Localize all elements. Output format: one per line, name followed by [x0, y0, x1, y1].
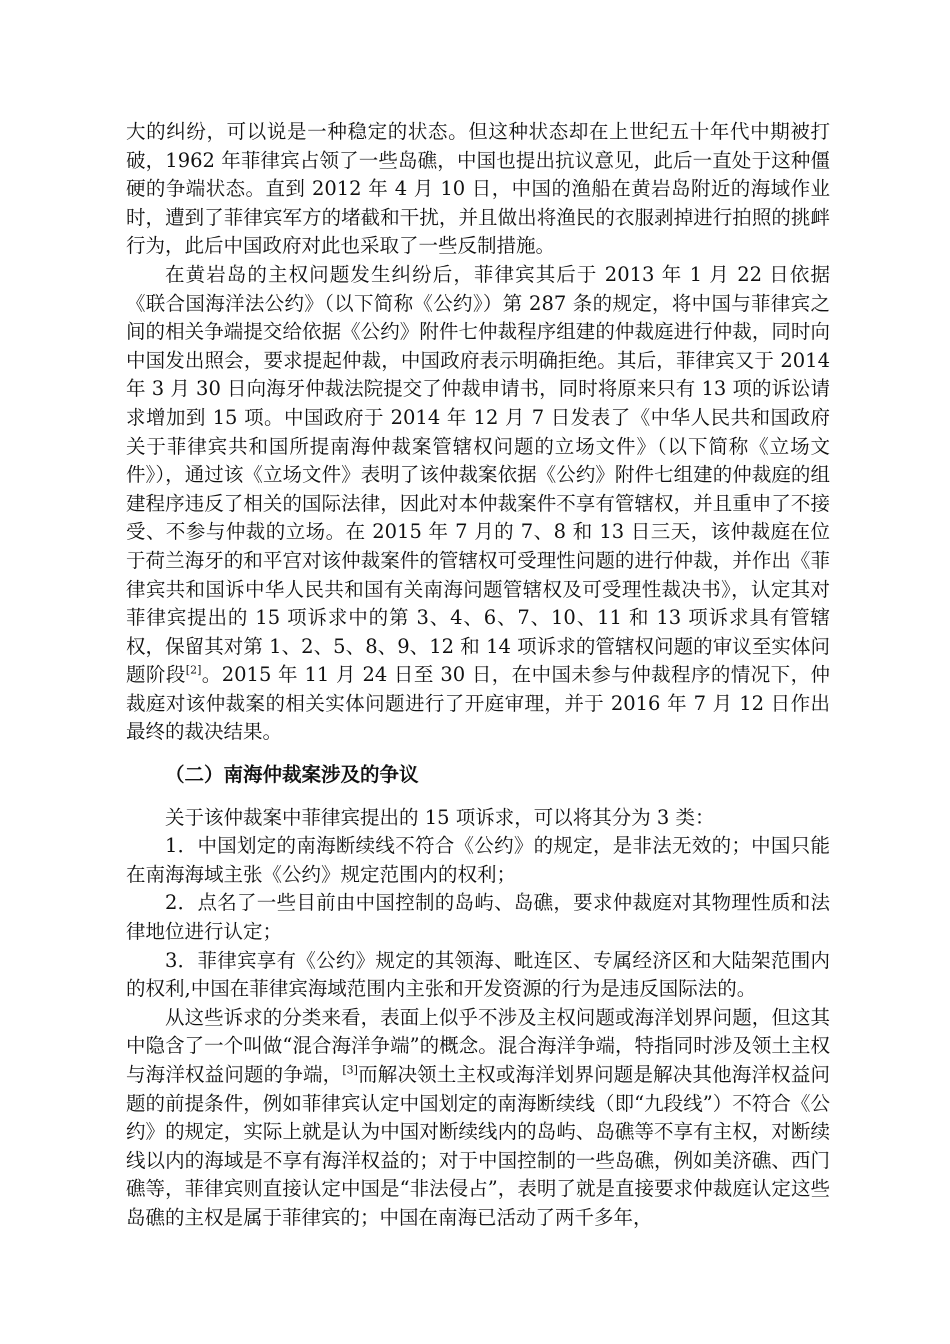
paragraph-arbitration-process-text-a: 在黄岩岛的主权问题发生纠纷后，菲律宾其后于 2013 年 1 月 22 日依据《联合国海洋法公约》（以下简称《公约》）第 287 条的规定，将中国与菲律宾之间的相关争端提交给依据《公约》附件七仲裁程序组建的仲裁庭进行仲裁，同时向中国发出照会，要求提起仲裁，中国政府表示明确拒绝。其后，菲律宾又于 2014 年 3 月 30 日向海牙仲裁法院提交了仲裁申请书，同时将原来只有 13 项的诉讼请求增加到 15 项。中国政府于 2014 年 12 月 7 日发表了《中华人民共和国政府关于菲律宾共和国所提南海仲裁案管辖权问题的立场文件》（以下简称《立场文件》），通过该《立场文件》表明了该仲裁案依据《公约》附件七组建的仲裁庭的组建程序违反了相关的国际法律，因此对本仲裁案件不享有管辖权，并且重申了不接受、不参与仲裁的立场。在 2015 年 7 月的 7、8 和 13 日三天，该仲裁庭在位于荷兰海牙的和平宫对该仲裁案件的管辖权可受理性问题的进行仲裁，并作出《菲律宾共和国诉中华人民共和国有关南海问题管辖权及可受理性裁决书》，认定其对菲律宾提出的 15 项诉求中的第 3、4、6、7、10、11 和 13 项诉求具有管辖权，保留其对第 1、2、5、8、9、12 和 14 项诉求的管辖权问题的审议至实体问题阶段 — [126, 262, 830, 687]
list-item-claim-3: 3．菲律宾享有《公约》规定的其领海、毗连区、专属经济区和大陆架范围内的权利,中国在菲律宾海域范围内主张和开发资源的行为是违反国际法的。 — [126, 948, 830, 1001]
paragraph-mixed-dispute-text-a: 从这些诉求的分类来看，表面上似乎不涉及主权问题或海洋划界问题，但这其中隐含了一个叫做“混合海洋争端”的概念。混合海洋争端，特指同时涉及领土主权与海洋权益问题的争端， — [126, 1005, 830, 1086]
citation-3: [3] — [342, 1063, 358, 1077]
list-item-claim-2: 2．点名了一些目前由中国控制的岛屿、岛礁，要求仲裁庭对其物理性质和法律地位进行认定； — [126, 891, 830, 944]
citation-2: [2] — [185, 663, 202, 677]
document-page — [126, 118, 830, 1233]
paragraph-mixed-dispute — [126, 1004, 830, 1233]
paragraph-arbitration-process — [126, 261, 830, 747]
paragraph-dispute-history: 大的纠纷，可以说是一种稳定的状态。但这种状态却在上世纪五十年代中期被打破，1962 年菲律宾占领了一些岛礁，中国也提出抗议意见，此后一直处于这种僵硬的争端状态。直到 2012 年 4 月 10 日，中国的渔船在黄岩岛附近的海域作业时，遭到了菲律宾军方的堵截和干扰，并且做出将渔民的衣服剥掉进行拍照的挑衅行为，此后中国政府对此也采取了一些反制措施。 — [126, 120, 830, 258]
list-item-claim-1: 1．中国划定的南海断续线不符合《公约》的规定，是非法无效的；中国只能在南海海域主张《公约》规定范围内的权利； — [126, 834, 830, 886]
paragraph-mixed-dispute-text-b: 而解决领土主权或海洋划界问题是解决其他海洋权益问题的前提条件，例如菲律宾认定中国划定的南海断续线（即“九段线”）不符合《公约》的规定，实际上就是认为中国对断续线内的岛屿、岛礁等不享有主权，对断续线以内的海域是不享有海洋权益的；对于中国控制的一些岛礁，例如美济礁、西门礁等，菲律宾则直接认定中国是“非法侵占”，表明了就是直接要求仲裁庭认定这些岛礁的主权是属于菲律宾的；中国在南海已活动了两千多年， — [126, 1063, 830, 1229]
paragraph-claims-intro: 关于该仲裁案中菲律宾提出的 15 项诉求，可以将其分为 3 类： — [165, 805, 715, 829]
section-heading: （二）南海仲裁案涉及的争议 — [165, 763, 419, 787]
paragraph-arbitration-process-text-b: 。2015 年 11 月 24 日至 30 日，在中国未参与仲裁程序的情况下，仲裁庭对该仲裁案的相关实体问题进行了开庭审理，并于 2016 年 7 月 12 日作出最终的裁决结果。 — [126, 663, 830, 744]
